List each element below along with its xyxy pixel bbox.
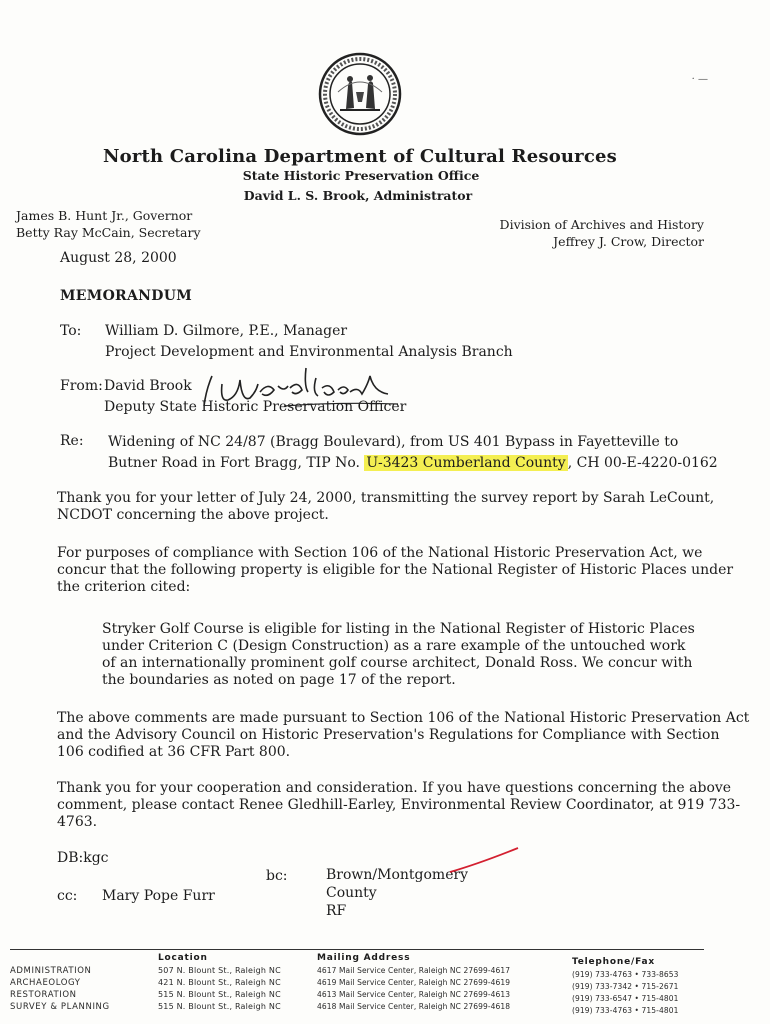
footer-mailing-column — [317, 965, 510, 1013]
footer-location: 507 N. Blount St., Raleigh NC — [158, 966, 281, 975]
footer-mailing-header: Mailing Address — [317, 953, 411, 963]
initials: DB:kgc — [57, 850, 109, 866]
paragraph-1 — [57, 490, 714, 524]
footer-mailing: 4619 Mail Service Center, Raleigh NC 27699-4619 — [317, 978, 511, 987]
governor-line: James B. Hunt Jr., Governor — [16, 208, 193, 223]
p2-line: For purposes of compliance with Section 106 of the National Historic Preservation Act, we — [57, 545, 703, 561]
re-line-1: Widening of NC 24/87 (Bragg Boulevard), from US 401 Bypass in Fayetteville to — [108, 434, 679, 450]
from-label: From: — [60, 378, 103, 394]
footer-phone: (919) 733-4763 • 715-4801 — [572, 1006, 679, 1015]
footer-location: 515 N. Blount St., Raleigh NC — [158, 990, 281, 999]
footer-dept: SURVEY & PLANNING — [10, 1002, 110, 1012]
paragraph-5 — [57, 780, 740, 831]
re-line-2-post: , CH 00-E-4220-0162 — [567, 455, 718, 471]
footer-phone: (919) 733-6547 • 715-4801 — [572, 994, 679, 1003]
secretary-line: Betty Ray McCain, Secretary — [16, 225, 201, 240]
paragraph-2 — [57, 545, 733, 596]
p4-line: 106 codified at 36 CFR Part 800. — [57, 744, 291, 760]
re-line-2 — [108, 455, 718, 471]
division-block — [500, 216, 704, 250]
p5-line: comment, please contact Renee Gledhill-Earley, Environmental Review Coordinator, at 919 733- — [57, 797, 741, 813]
footer-dept-column — [10, 965, 110, 1013]
footer-location: 421 N. Blount St., Raleigh NC — [158, 978, 281, 987]
from-name: David Brook — [104, 378, 192, 394]
footer-location-column — [158, 965, 281, 1013]
bc-label: bc: — [266, 868, 288, 884]
signature-icon — [198, 362, 408, 414]
footer-phone: (919) 733-4763 • 733-8653 — [572, 970, 679, 979]
footer-dept: ADMINISTRATION — [10, 966, 92, 976]
p4-line: The above comments are made pursuant to Section 106 of the National Historic Preservation Act — [57, 710, 750, 726]
footer-mailing: 4617 Mail Service Center, Raleigh NC 27699-4617 — [317, 966, 511, 975]
p5-line: Thank you for your cooperation and consideration. If you have questions concerning the above — [57, 780, 732, 796]
office-name: State Historic Preservation Office — [242, 168, 480, 183]
footer-phone: (919) 733-7342 • 715-2671 — [572, 982, 679, 991]
footer-phone-column — [572, 969, 678, 1017]
footer-location: 515 N. Blount St., Raleigh NC — [158, 1002, 281, 1011]
memo-date: August 28, 2000 — [60, 250, 177, 266]
bc-list — [326, 866, 468, 920]
p3-line: the boundaries as noted on page 17 of the report. — [102, 672, 456, 688]
footer-rule — [10, 949, 704, 950]
p2-line: the criterion cited: — [57, 579, 191, 595]
to-branch: Project Development and Environmental Analysis Branch — [105, 344, 513, 360]
cc-label: cc: — [57, 888, 78, 904]
p3-line: under Criterion C (Design Construction) as a rare example of the untouched work — [102, 638, 686, 654]
memo-title: MEMORANDUM — [60, 288, 193, 304]
footer-mailing: 4618 Mail Service Center, Raleigh NC 27699-4618 — [317, 1002, 511, 1011]
from-title: Deputy State Historic Preservation Officer — [104, 399, 407, 415]
p3-line: Stryker Golf Course is eligible for listing in the National Register of Historic Places — [102, 621, 695, 637]
division-line: Division of Archives and History — [499, 217, 704, 232]
paragraph-4 — [57, 710, 749, 761]
p1-line: NCDOT concerning the above project. — [57, 507, 329, 523]
re-label: Re: — [60, 433, 84, 449]
tip-highlight: U-3423 Cumberland County — [366, 455, 566, 471]
cc-name: Mary Pope Furr — [102, 888, 215, 904]
governor-block — [16, 207, 201, 241]
bc-item: County — [326, 885, 377, 901]
p5-line: 4763. — [57, 814, 98, 830]
footer-phone-header: Telephone/Fax — [572, 957, 655, 967]
paragraph-3 — [102, 621, 695, 689]
p2-line: concur that the following property is eligible for the National Register of Historic Places under — [57, 562, 734, 578]
bc-item: Brown/Montgomery — [326, 867, 469, 883]
p4-line: and the Advisory Council on Historic Preservation's Regulations for Compliance with Section — [57, 727, 720, 743]
footer-mailing: 4613 Mail Service Center, Raleigh NC 27699-4613 — [317, 990, 511, 999]
to-recipient: William D. Gilmore, P.E., Manager — [105, 323, 348, 339]
administrator-name: David L. S. Brook, Administrator — [243, 188, 473, 203]
footer-dept: ARCHAEOLOGY — [10, 978, 81, 988]
department-name: North Carolina Department of Cultural Resources — [102, 146, 618, 167]
red-check-mark-icon — [448, 846, 520, 876]
footer-location-header: Location — [158, 953, 208, 963]
to-label: To: — [60, 323, 82, 339]
p3-line: of an internationally prominent golf course architect, Donald Ross. We concur with — [102, 655, 693, 671]
director-line: Jeffrey J. Crow, Director — [553, 234, 704, 249]
corner-mark: · — — [691, 74, 708, 85]
state-seal-icon — [318, 52, 402, 136]
p1-line: Thank you for your letter of July 24, 2000, transmitting the survey report by Sarah LeCount, — [57, 490, 715, 506]
re-line-2-pre: Butner Road in Fort Bragg, TIP No. — [108, 455, 360, 471]
bc-item: RF — [326, 903, 347, 919]
footer-dept: RESTORATION — [10, 990, 77, 1000]
